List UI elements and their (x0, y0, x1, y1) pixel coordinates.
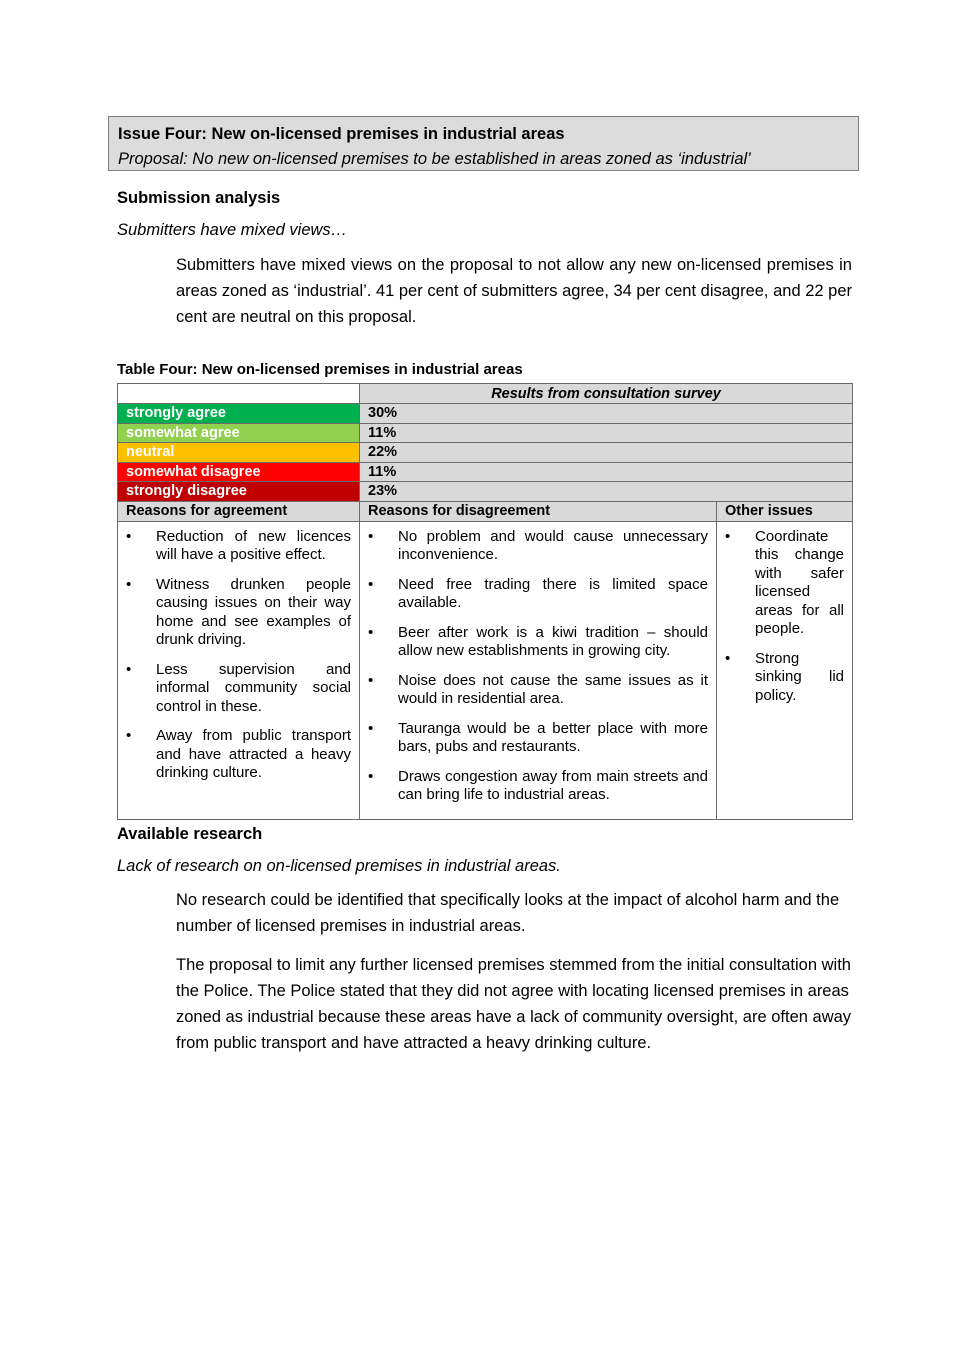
level-label-strongly-agree: strongly agree (118, 404, 360, 424)
research-heading: Available research (117, 825, 263, 843)
level-value: 22% (360, 443, 853, 463)
level-row (118, 443, 853, 463)
level-row (118, 423, 853, 443)
reasons-row (118, 521, 853, 819)
list-item: • Noise does not cause the same issues as it would in residential area. (368, 672, 708, 709)
list-item: • Strong sinking lid policy. (725, 650, 844, 706)
issue-box (108, 116, 859, 171)
list-item: • Draws congestion away from main streets and can bring life to industrial areas. (368, 768, 708, 805)
research-paragraph-2: The proposal to limit any further licensed premises stemmed from the initial consultation with the Police. The Police stated that they did not agree with locating licensed premises in areas zoned as industrial because these areas have a lack of community oversight, are often away from public transport and have attracted a heavy drinking culture. (176, 956, 852, 1052)
level-label-somewhat-agree: somewhat agree (118, 423, 360, 443)
other-cell (717, 521, 853, 819)
column-header-row (118, 501, 853, 521)
research-subheading: Lack of research on on-licensed premises in industrial areas. (117, 857, 561, 875)
disagreement-list (368, 528, 708, 805)
col-header-disagreement: Reasons for disagreement (360, 501, 717, 521)
issue-title: Issue Four: New on-licensed premises in industrial areas (118, 125, 565, 143)
level-row (118, 404, 853, 424)
col-header-agreement: Reasons for agreement (118, 501, 360, 521)
level-row (118, 462, 853, 482)
level-value: 23% (360, 482, 853, 502)
research-paragraph-1: No research could be identified that specifically looks at the impact of alcohol harm and the number of licensed premises in industrial areas. (176, 891, 840, 935)
list-item: • Witness drunken people causing issues on their way home and see examples of drunk driving. (126, 576, 351, 650)
level-row (118, 482, 853, 502)
table-header-row (118, 384, 853, 404)
col-header-other: Other issues (717, 501, 853, 521)
submission-heading: Submission analysis (117, 189, 281, 207)
agreement-cell (118, 521, 360, 819)
level-value: 11% (360, 462, 853, 482)
level-value: 30% (360, 404, 853, 424)
level-label-strongly-disagree: strongly disagree (118, 482, 360, 502)
results-header: Results from consultation survey (360, 384, 853, 404)
issue-proposal: Proposal: No new on-licensed premises to be established in areas zoned as ‘industrial’ (118, 150, 751, 168)
list-item: • Coordinate this change with safer licensed areas for all people. (725, 528, 844, 639)
list-item: • Tauranga would be a better place with more bars, pubs and restaurants. (368, 720, 708, 757)
list-item: • Away from public transport and have attracted a heavy drinking culture. (126, 727, 351, 783)
disagreement-cell (360, 521, 717, 819)
level-label-somewhat-disagree: somewhat disagree (118, 462, 360, 482)
other-list (725, 528, 844, 706)
list-item: • Reduction of new licences will have a positive effect. (126, 528, 351, 565)
level-value: 11% (360, 423, 853, 443)
list-item: • No problem and would cause unnecessary inconvenience. (368, 528, 708, 565)
submission-paragraph: Submitters have mixed views on the proposal to not allow any new on-licensed premises in areas zoned as ‘industrial’. 41 per cent of submitters agree, 34 per cent disagree, and 22 per cent are neutral on this proposal. (176, 256, 852, 326)
list-item: • Less supervision and informal community social control in these. (126, 661, 351, 717)
level-label-neutral: neutral (118, 443, 360, 463)
list-item: • Beer after work is a kiwi tradition – should allow new establishments in growing city. (368, 624, 708, 661)
submission-subheading: Submitters have mixed views… (117, 221, 348, 239)
table-caption: Table Four: New on-licensed premises in industrial areas (117, 361, 523, 378)
list-item: • Need free trading there is limited space available. (368, 576, 708, 613)
header-blank-cell (118, 384, 360, 404)
agreement-list (126, 528, 351, 783)
survey-table (117, 383, 853, 820)
